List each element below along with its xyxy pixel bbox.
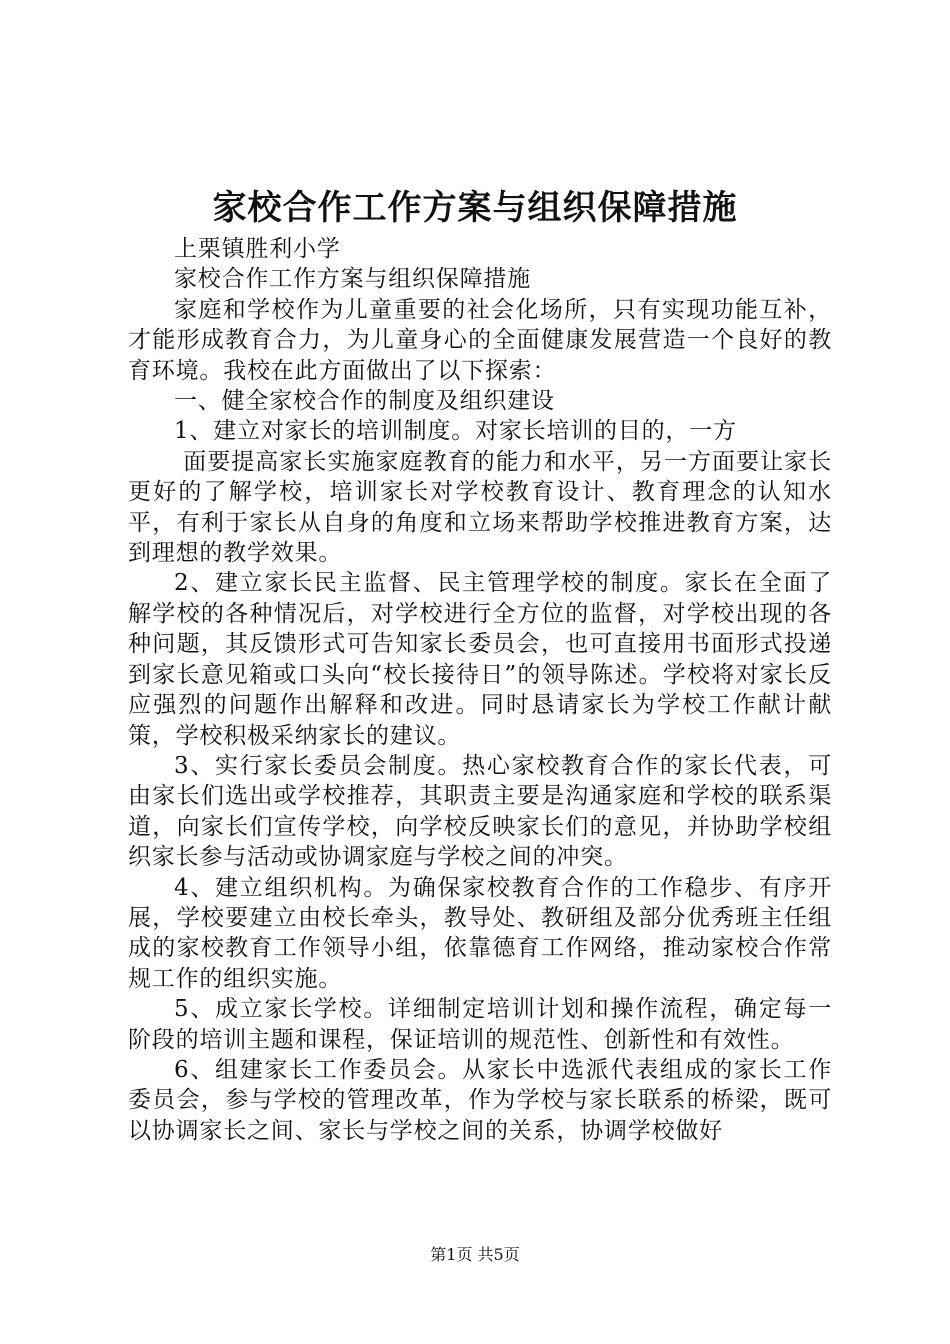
item-5-paragraph: 5、成立家长学校。详细制定培训计划和操作流程，确定每一阶段的培训主题和课程，保证培训的规范性、创新性和有效性。	[128, 996, 832, 1053]
item-2-paragraph: 2、建立家长民主监督、民主管理学校的制度。家长在全面了解学校的各种情况后，对学校进行全方位的监督，对学校出现的各种问题，其反馈形式可告知家长委员会，也可直接用书面形式投递到家长意见箱或口头向“校长接待日”的领导陈述。学校将对家长反应强烈的问题作出解释和改进。同时恳请家长为学校工作献计献策，学校积极采纳家长的建议。	[128, 570, 832, 749]
school-name: 上栗镇胜利小学	[174, 236, 341, 262]
document-title: 家校合作工作方案与组织保障措施	[212, 188, 738, 228]
page-number-footer: 第1页 共5页	[430, 1245, 520, 1264]
item-1-first-line: 1、建立对家长的培训制度。对家长培训的目的，一方	[174, 418, 737, 445]
intro-paragraph: 家庭和学校作为儿童重要的社会化场所，只有实现功能互补，才能形成教育合力，为儿童身心的全面健康发展营造一个良好的教育环境。我校在此方面做出了以下探索：	[128, 296, 832, 384]
item-3-paragraph: 3、实行家长委员会制度。热心家校教育合作的家长代表，可由家长们选出或学校推荐，其职责主要是沟通家庭和学校的联系渠道，向家长们宣传学校，向学校反映家长们的意见，并协助学校组织家长参与活动或协调家庭与学校之间的冲突。	[128, 752, 832, 871]
item-1-paragraph: 面要提高家长实施家庭教育的能力和水平，另一方面要让家长更好的了解学校，培训家长对学校教育设计、教育理念的认知水平，有利于家长从自身的角度和立场来帮助学校推进教育方案，达到理想的教学效果。	[128, 448, 832, 567]
document-body	[128, 234, 832, 1146]
item-6-paragraph: 6、组建家长工作委员会。从家长中选派代表组成的家长工作委员会，参与学校的管理改革，作为学校与家长联系的桥梁，既可以协调家长之间、家长与学校之间的关系，协调学校做好	[128, 1056, 832, 1144]
document-subtitle: 家校合作工作方案与组织保障措施	[174, 266, 531, 293]
section-heading: 一、健全家校合作的制度及组织建设	[174, 388, 555, 415]
item-4-paragraph: 4、建立组织机构。为确保家校教育合作的工作稳步、有序开展，学校要建立由校长牵头，教导处、教研组及部分优秀班主任组成的家校教育工作领导小组，依靠德育工作网络，推动家校合作常规工作的组织实施。	[128, 874, 832, 992]
